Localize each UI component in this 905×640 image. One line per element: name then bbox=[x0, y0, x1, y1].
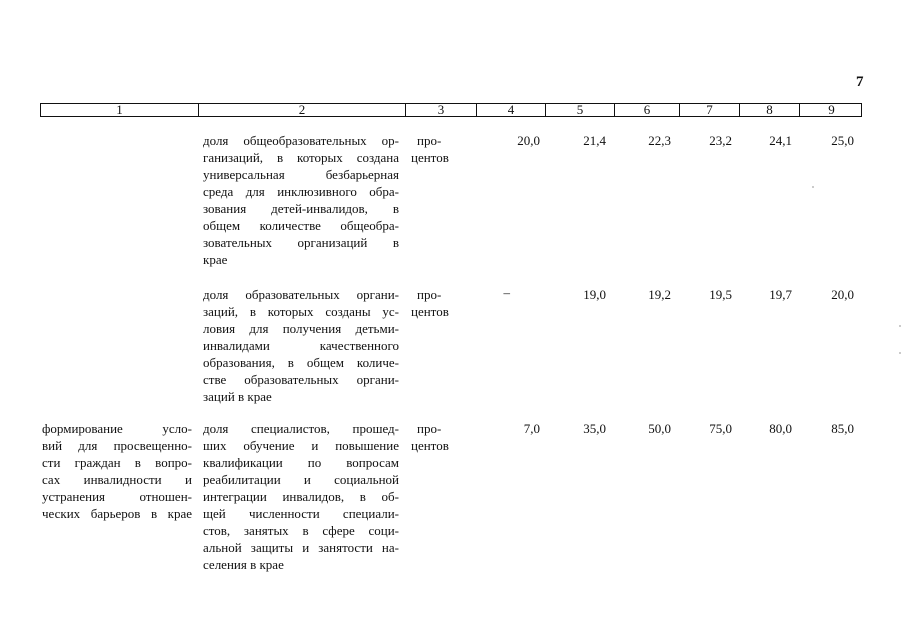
table-row-2-value-col8: 19,7 bbox=[769, 287, 792, 302]
indicator-line: общем количестве общеобра- bbox=[203, 218, 399, 233]
table-row-3-task bbox=[42, 420, 192, 522]
indicator-line: зования детей-инвалидов, в bbox=[203, 201, 399, 216]
table-row-3-value-col5: 35,0 bbox=[583, 421, 606, 436]
indicator-line: ловия для получения детьми- bbox=[203, 321, 399, 336]
indicator-line: стве образовательных органи- bbox=[203, 372, 399, 387]
indicator-line: крае bbox=[203, 252, 228, 267]
indicator-line: заций, в которых созданы ус- bbox=[203, 304, 399, 319]
table-row-2-value-col7: 19,5 bbox=[709, 287, 732, 302]
table-row-2-value-col5: 19,0 bbox=[583, 287, 606, 302]
table-row-3-indicator bbox=[203, 420, 399, 573]
table-row-2-value-col4: – bbox=[503, 285, 510, 300]
table-row-3-value-col6: 50,0 bbox=[648, 421, 671, 436]
column-header-4: 4 bbox=[477, 104, 546, 116]
table-row-3-value-col7: 75,0 bbox=[709, 421, 732, 436]
column-header-3: 3 bbox=[406, 104, 477, 116]
table-row-3-value-col4: 7,0 bbox=[523, 421, 540, 436]
column-header-9: 9 bbox=[828, 102, 835, 117]
unit-line: про- bbox=[417, 287, 442, 302]
indicator-line: ганизаций, в которых создана bbox=[203, 150, 399, 165]
indicator-line: доля общеобразовательных ор- bbox=[203, 133, 399, 148]
table-row-1-indicator bbox=[203, 132, 399, 268]
scan-speck bbox=[812, 186, 814, 188]
table-row-1-value-col6: 22,3 bbox=[648, 133, 671, 148]
indicator-line: альной защиты и занятости на- bbox=[203, 540, 399, 555]
unit-line: центов bbox=[411, 438, 449, 453]
task-line: вий для просвещенно- bbox=[42, 438, 192, 453]
indicator-line: реабилитации и социальной bbox=[203, 472, 399, 487]
indicator-line: интеграции инвалидов, в об- bbox=[203, 489, 399, 504]
column-header-6: 6 bbox=[615, 104, 680, 116]
table-row-1-unit bbox=[411, 132, 449, 166]
indicator-line: квалификации по вопросам bbox=[203, 455, 399, 470]
indicator-line: универсальная безбарьерная bbox=[203, 167, 399, 182]
indicator-line: селения в крае bbox=[203, 557, 284, 572]
task-line: сах инвалидности и bbox=[42, 472, 192, 487]
indicator-line: заций в крае bbox=[203, 389, 272, 404]
indicator-line: образования, в общем количе- bbox=[203, 355, 399, 370]
indicator-line: доля специалистов, прошед- bbox=[203, 421, 399, 436]
task-line: ческих барьеров в крае bbox=[42, 506, 192, 521]
table-row-3-value-col8: 80,0 bbox=[769, 421, 792, 436]
table-row-3-value-col9: 85,0 bbox=[831, 421, 854, 436]
column-header-8: 8 bbox=[740, 104, 800, 116]
table-header-row bbox=[40, 103, 862, 117]
column-header-1: 1 bbox=[41, 104, 199, 116]
scan-speck bbox=[899, 352, 901, 354]
column-header-7: 7 bbox=[680, 104, 740, 116]
task-line: устранения отношен- bbox=[42, 489, 192, 504]
table-row-1-value-col5: 21,4 bbox=[583, 133, 606, 148]
indicator-line: доля образовательных органи- bbox=[203, 287, 399, 302]
column-header-2: 2 bbox=[199, 104, 406, 116]
indicator-line: зовательных организаций в bbox=[203, 235, 399, 250]
scan-speck bbox=[899, 325, 901, 327]
table-row-2-indicator bbox=[203, 286, 399, 405]
unit-line: про- bbox=[417, 421, 442, 436]
indicator-line: инвалидами качественного bbox=[203, 338, 399, 353]
task-line: сти граждан в вопро- bbox=[42, 455, 192, 470]
indicator-line: ших обучение и повышение bbox=[203, 438, 399, 453]
indicator-line: среда для инклюзивного обра- bbox=[203, 184, 399, 199]
indicator-line: стов, занятых в сфере соци- bbox=[203, 523, 399, 538]
unit-line: про- bbox=[417, 133, 442, 148]
page-number: 7 bbox=[856, 74, 864, 90]
table-row-1-value-col4: 20,0 bbox=[517, 133, 540, 148]
table-row-1-value-col7: 23,2 bbox=[709, 133, 732, 148]
task-line: формирование усло- bbox=[42, 421, 192, 436]
table-row-1-value-col8: 24,1 bbox=[769, 133, 792, 148]
indicator-line: щей численности специали- bbox=[203, 506, 399, 521]
table-row-3-unit bbox=[411, 420, 449, 454]
table-row-1-value-col9: 25,0 bbox=[831, 133, 854, 148]
table-row-2-unit bbox=[411, 286, 449, 320]
unit-line: центов bbox=[411, 150, 449, 165]
table-row-2-value-col9: 20,0 bbox=[831, 287, 854, 302]
unit-line: центов bbox=[411, 304, 449, 319]
column-header-5: 5 bbox=[546, 104, 615, 116]
table-row-2-value-col6: 19,2 bbox=[648, 287, 671, 302]
